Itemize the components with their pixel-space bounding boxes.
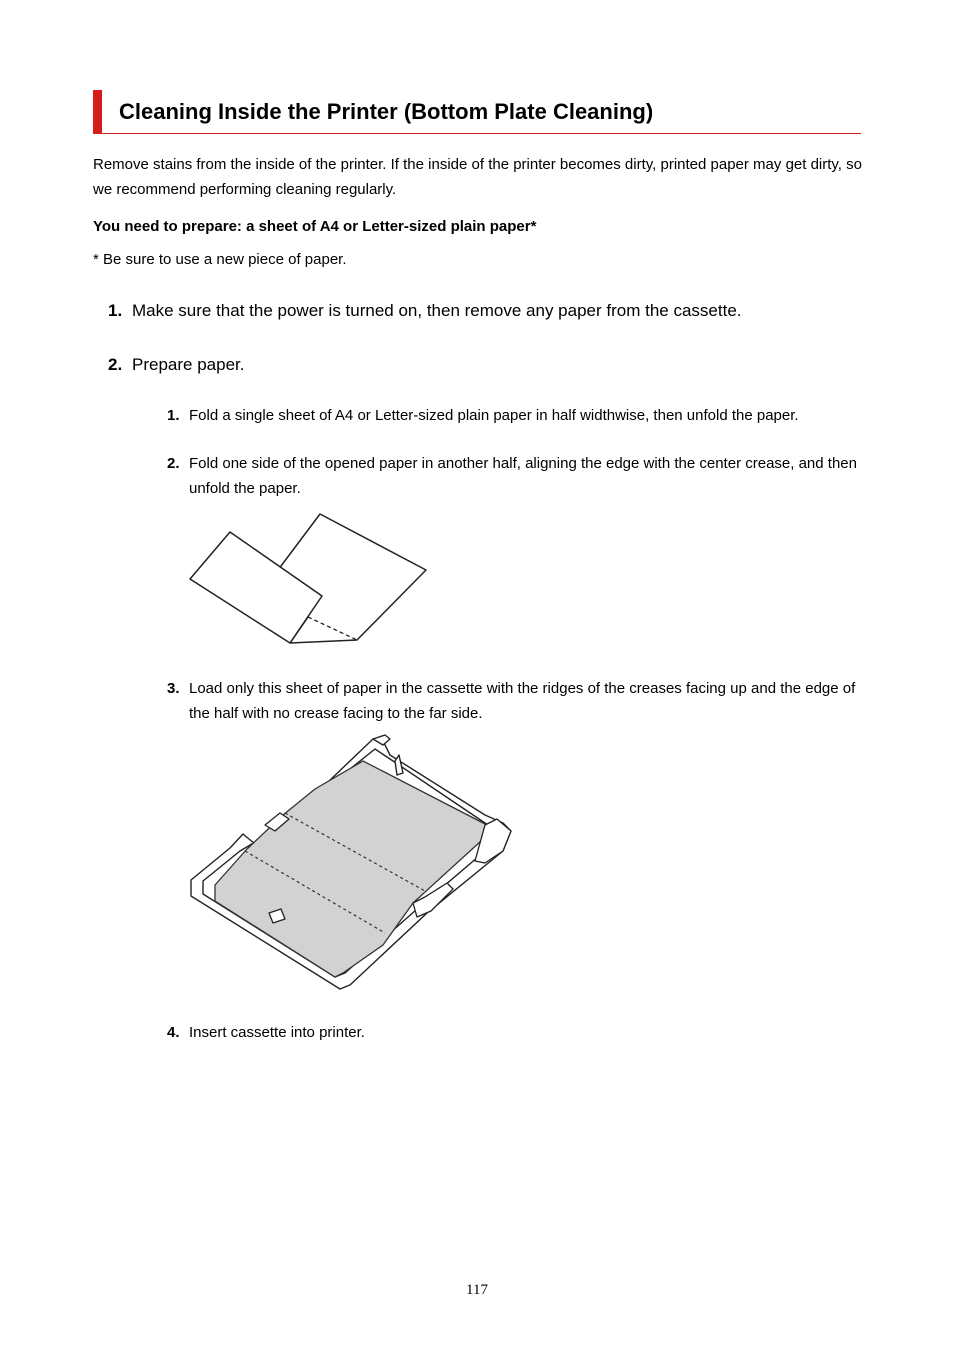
title-accent-bar — [93, 90, 102, 133]
substep-text: Fold a single sheet of A4 or Letter-sized plain paper in half widthwise, then unfold the paper. — [189, 407, 799, 424]
step-text: Make sure that the power is turned on, then remove any paper from the cassette. — [132, 301, 742, 320]
page-number: 117 — [466, 1282, 488, 1298]
step-number: 2. — [108, 355, 123, 374]
page-title-bar — [93, 90, 861, 134]
substep-number: 4. — [167, 1024, 180, 1041]
substep-text: Fold one side of the opened paper in another half, aligning the edge with the center crease, and then unfold the paper. — [189, 455, 857, 497]
step-number: 1. — [108, 301, 123, 320]
substep-text: Load only this sheet of paper in the cassette with the ridges of the creases facing up and the edge of the half with no crease facing to the far side. — [189, 680, 856, 722]
page-title: Cleaning Inside the Printer (Bottom Plate Cleaning) — [119, 99, 654, 124]
paper-note: * Be sure to use a new piece of paper. — [93, 251, 347, 268]
substep-number: 1. — [167, 407, 180, 424]
prepare-heading: You need to prepare: a sheet of A4 or Letter-sized plain paper* — [93, 218, 537, 235]
cassette-illustration — [185, 733, 515, 993]
step-text: Prepare paper. — [132, 355, 245, 374]
substep-number: 2. — [167, 455, 180, 472]
substep-text: Insert cassette into printer. — [189, 1024, 365, 1041]
step-1 — [108, 301, 742, 321]
substep-number: 3. — [167, 680, 180, 697]
step-2 — [108, 355, 244, 375]
intro-paragraph: Remove stains from the inside of the printer. If the inside of the printer becomes dirty, printed paper may get dirty, so we recommend performing cleaning regularly. — [93, 156, 862, 198]
folded-paper-illustration — [185, 510, 435, 650]
